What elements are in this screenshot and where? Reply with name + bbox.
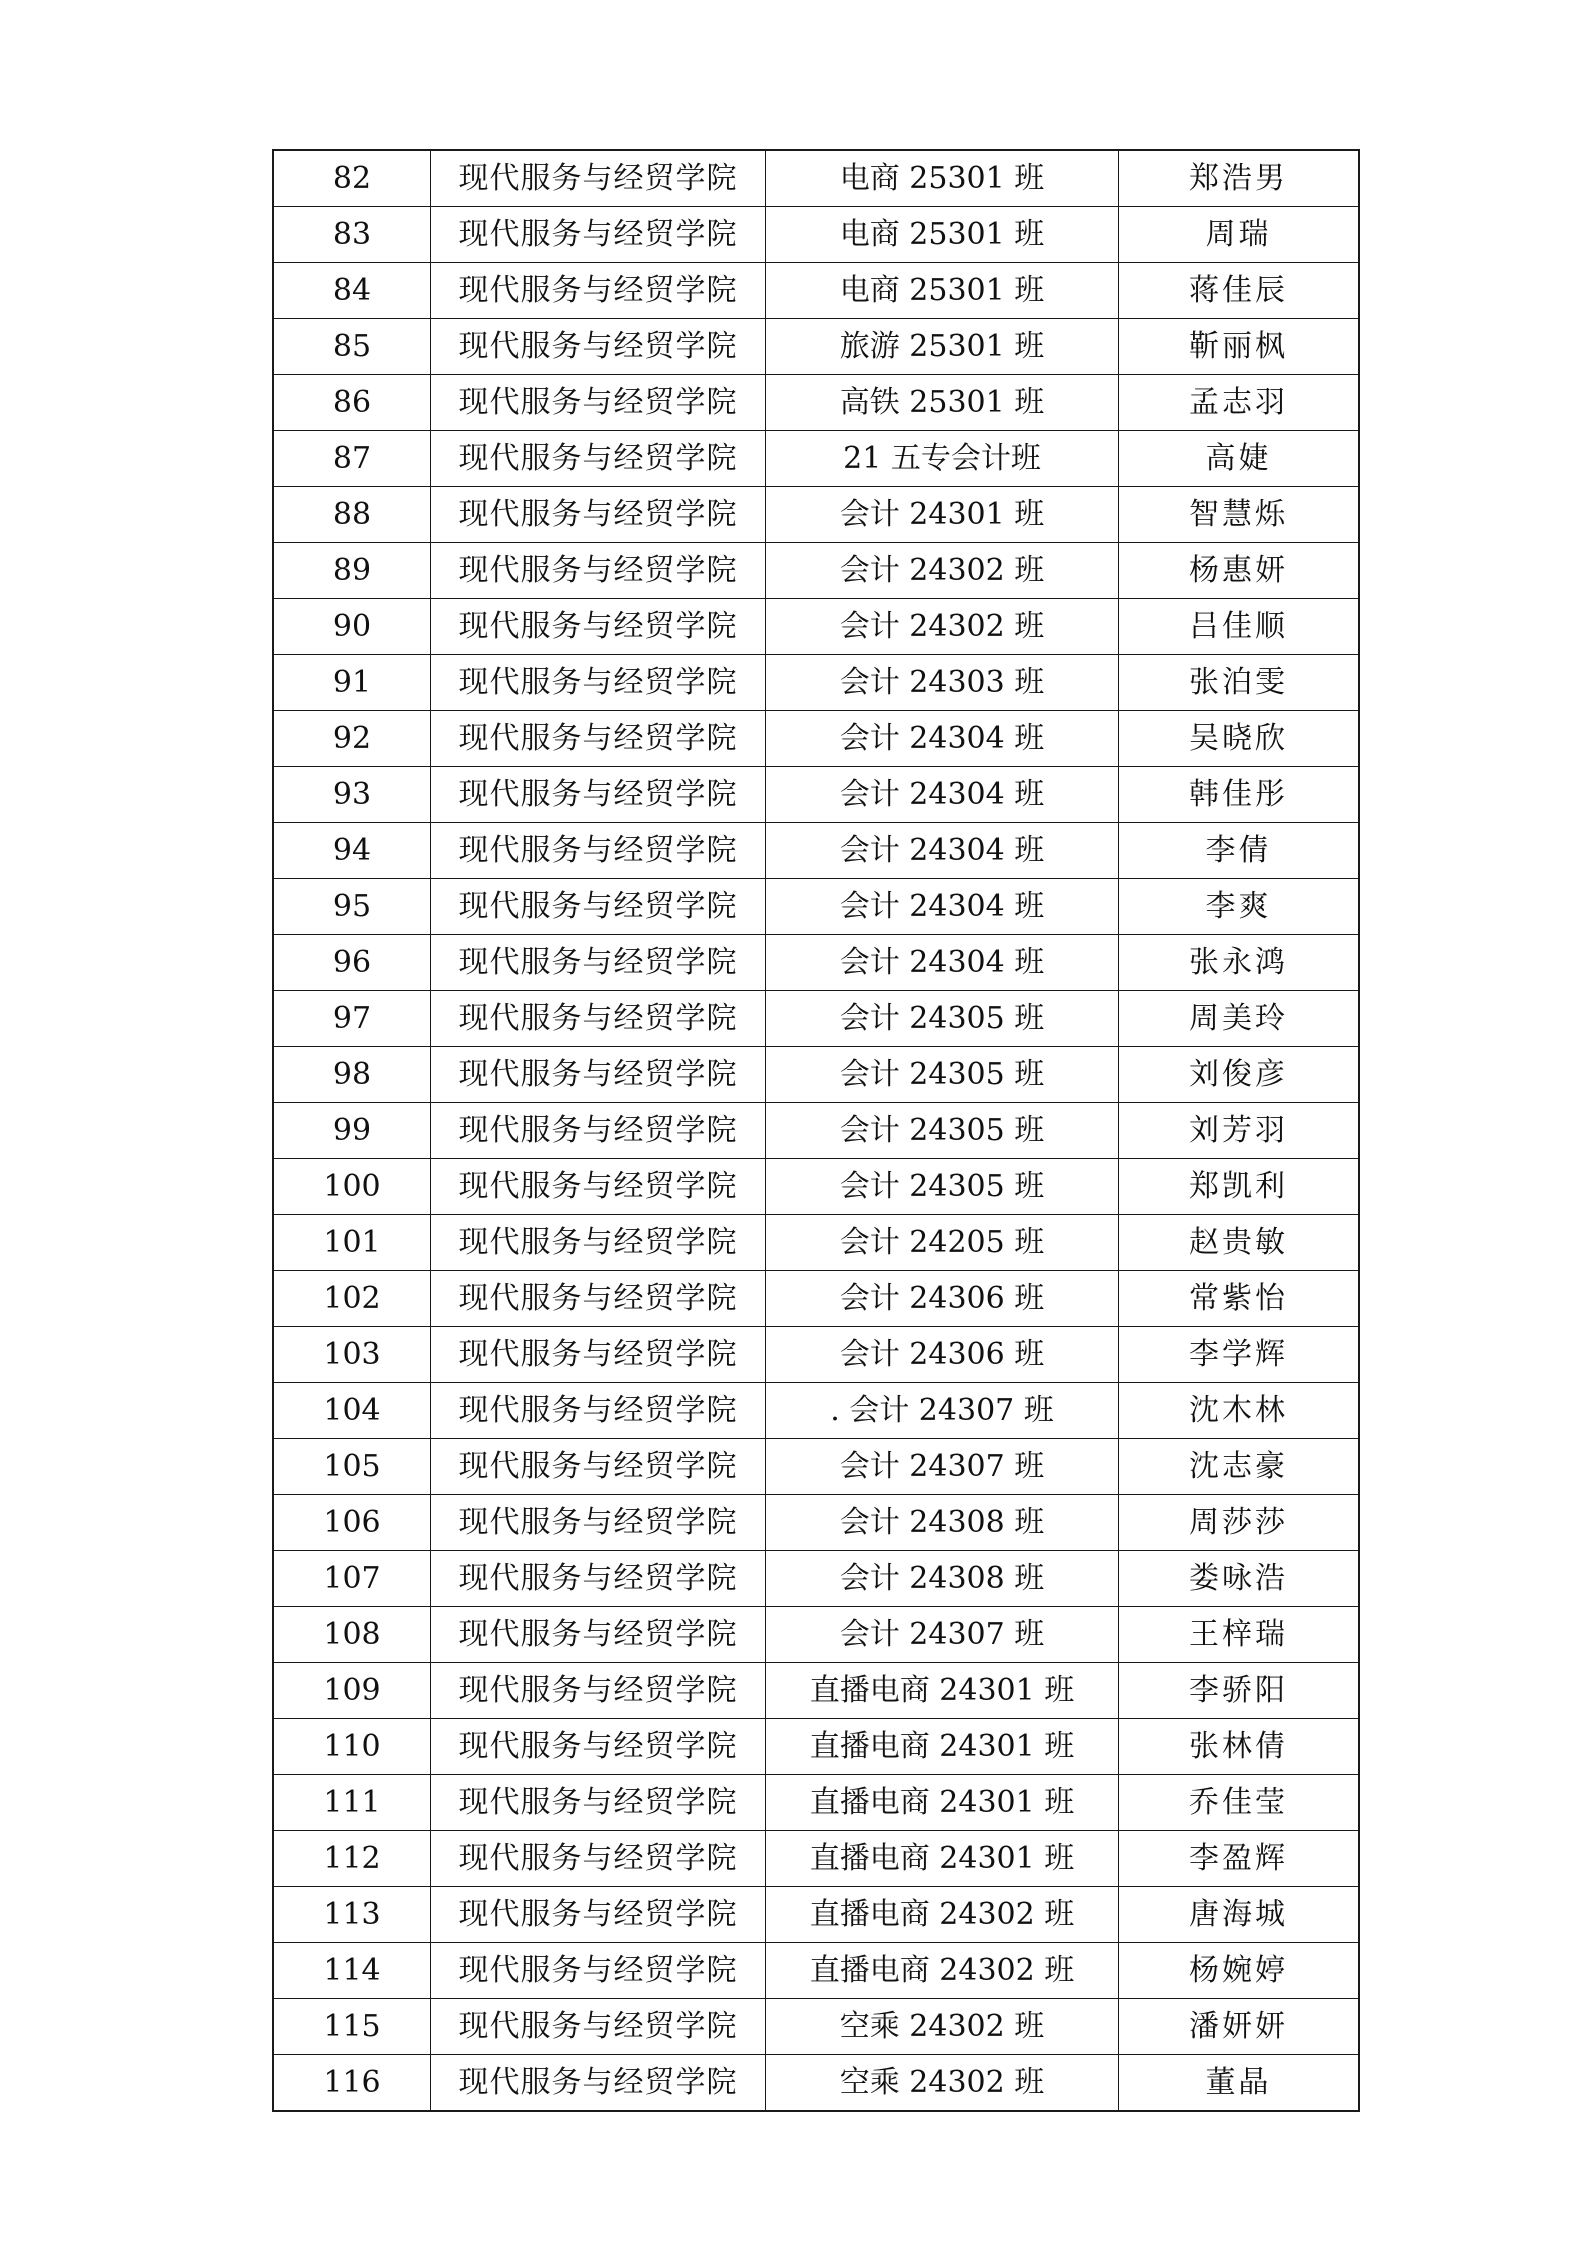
- row-number-cell: 102: [273, 1271, 431, 1327]
- class-cell: 直播电商 24301 班: [766, 1831, 1119, 1887]
- table-row: [273, 1999, 1359, 2055]
- table-row: [273, 599, 1359, 655]
- student-name-cell: 靳丽枫: [1119, 319, 1360, 375]
- college-cell: 现代服务与经贸学院: [431, 207, 766, 263]
- table-row: [273, 1719, 1359, 1775]
- class-cell: 会计 24304 班: [766, 823, 1119, 879]
- student-name-cell: 董晶: [1119, 2055, 1360, 2112]
- class-cell: 会计 24302 班: [766, 543, 1119, 599]
- table-row: [273, 263, 1359, 319]
- table-row: [273, 991, 1359, 1047]
- college-cell: 现代服务与经贸学院: [431, 655, 766, 711]
- student-name-cell: 郑浩男: [1119, 150, 1360, 207]
- class-cell: 电商 25301 班: [766, 207, 1119, 263]
- college-cell: 现代服务与经贸学院: [431, 1327, 766, 1383]
- college-cell: 现代服务与经贸学院: [431, 599, 766, 655]
- college-cell: 现代服务与经贸学院: [431, 1607, 766, 1663]
- table-row: [273, 1495, 1359, 1551]
- row-number-cell: 90: [273, 599, 431, 655]
- student-name-cell: 刘俊彦: [1119, 1047, 1360, 1103]
- table-row: [273, 1383, 1359, 1439]
- row-number-cell: 82: [273, 150, 431, 207]
- class-cell: 会计 24304 班: [766, 935, 1119, 991]
- student-name-cell: 郑凯利: [1119, 1159, 1360, 1215]
- row-number-cell: 94: [273, 823, 431, 879]
- table-row: [273, 1215, 1359, 1271]
- table-row: [273, 1327, 1359, 1383]
- student-roster-table: [272, 149, 1360, 2112]
- college-cell: 现代服务与经贸学院: [431, 991, 766, 1047]
- row-number-cell: 109: [273, 1663, 431, 1719]
- table-row: [273, 1663, 1359, 1719]
- table-row: [273, 431, 1359, 487]
- college-cell: 现代服务与经贸学院: [431, 1047, 766, 1103]
- college-cell: 现代服务与经贸学院: [431, 1551, 766, 1607]
- class-cell: 会计 24308 班: [766, 1551, 1119, 1607]
- student-name-cell: 王梓瑞: [1119, 1607, 1360, 1663]
- college-cell: 现代服务与经贸学院: [431, 879, 766, 935]
- table-row: [273, 319, 1359, 375]
- table-row: [273, 1775, 1359, 1831]
- row-number-cell: 97: [273, 991, 431, 1047]
- row-number-cell: 101: [273, 1215, 431, 1271]
- class-cell: 会计 24301 班: [766, 487, 1119, 543]
- row-number-cell: 92: [273, 711, 431, 767]
- table-row: [273, 935, 1359, 991]
- class-cell: 会计 24304 班: [766, 767, 1119, 823]
- class-cell: 空乘 24302 班: [766, 2055, 1119, 2112]
- table-row: [273, 375, 1359, 431]
- row-number-cell: 91: [273, 655, 431, 711]
- college-cell: 现代服务与经贸学院: [431, 150, 766, 207]
- row-number-cell: 87: [273, 431, 431, 487]
- college-cell: 现代服务与经贸学院: [431, 2055, 766, 2112]
- college-cell: 现代服务与经贸学院: [431, 1887, 766, 1943]
- class-cell: 会计 24308 班: [766, 1495, 1119, 1551]
- college-cell: 现代服务与经贸学院: [431, 431, 766, 487]
- row-number-cell: 112: [273, 1831, 431, 1887]
- row-number-cell: 115: [273, 1999, 431, 2055]
- student-name-cell: 杨婉婷: [1119, 1943, 1360, 1999]
- row-number-cell: 99: [273, 1103, 431, 1159]
- student-name-cell: 吴晓欣: [1119, 711, 1360, 767]
- row-number-cell: 100: [273, 1159, 431, 1215]
- student-name-cell: 蒋佳辰: [1119, 263, 1360, 319]
- student-name-cell: 张泊雯: [1119, 655, 1360, 711]
- row-number-cell: 98: [273, 1047, 431, 1103]
- college-cell: 现代服务与经贸学院: [431, 1215, 766, 1271]
- row-number-cell: 106: [273, 1495, 431, 1551]
- row-number-cell: 110: [273, 1719, 431, 1775]
- table-row: [273, 543, 1359, 599]
- table-row: [273, 655, 1359, 711]
- table-row: [273, 1439, 1359, 1495]
- student-name-cell: 孟志羽: [1119, 375, 1360, 431]
- table-row: [273, 207, 1359, 263]
- roster-table-body: [273, 150, 1359, 2111]
- class-cell: 会计 24306 班: [766, 1271, 1119, 1327]
- student-name-cell: 吕佳顺: [1119, 599, 1360, 655]
- student-name-cell: 李盈辉: [1119, 1831, 1360, 1887]
- row-number-cell: 108: [273, 1607, 431, 1663]
- student-name-cell: 李爽: [1119, 879, 1360, 935]
- class-cell: 21 五专会计班: [766, 431, 1119, 487]
- row-number-cell: 104: [273, 1383, 431, 1439]
- table-row: [273, 1607, 1359, 1663]
- student-name-cell: 李骄阳: [1119, 1663, 1360, 1719]
- class-cell: . 会计 24307 班: [766, 1383, 1119, 1439]
- student-name-cell: 杨惠妍: [1119, 543, 1360, 599]
- college-cell: 现代服务与经贸学院: [431, 1719, 766, 1775]
- class-cell: 高铁 25301 班: [766, 375, 1119, 431]
- college-cell: 现代服务与经贸学院: [431, 543, 766, 599]
- row-number-cell: 89: [273, 543, 431, 599]
- table-row: [273, 1103, 1359, 1159]
- row-number-cell: 116: [273, 2055, 431, 2112]
- class-cell: 会计 24302 班: [766, 599, 1119, 655]
- college-cell: 现代服务与经贸学院: [431, 375, 766, 431]
- student-name-cell: 李倩: [1119, 823, 1360, 879]
- row-number-cell: 84: [273, 263, 431, 319]
- college-cell: 现代服务与经贸学院: [431, 1439, 766, 1495]
- table-row: [273, 150, 1359, 207]
- table-row: [273, 1943, 1359, 1999]
- table-row: [273, 1551, 1359, 1607]
- class-cell: 直播电商 24302 班: [766, 1887, 1119, 1943]
- table-row: [273, 767, 1359, 823]
- class-cell: 会计 24306 班: [766, 1327, 1119, 1383]
- class-cell: 电商 25301 班: [766, 263, 1119, 319]
- student-name-cell: 张永鸿: [1119, 935, 1360, 991]
- college-cell: 现代服务与经贸学院: [431, 767, 766, 823]
- row-number-cell: 103: [273, 1327, 431, 1383]
- table-row: [273, 1271, 1359, 1327]
- class-cell: 旅游 25301 班: [766, 319, 1119, 375]
- college-cell: 现代服务与经贸学院: [431, 1943, 766, 1999]
- table-row: [273, 1159, 1359, 1215]
- student-name-cell: 刘芳羽: [1119, 1103, 1360, 1159]
- row-number-cell: 96: [273, 935, 431, 991]
- student-name-cell: 常紫怡: [1119, 1271, 1360, 1327]
- class-cell: 空乘 24302 班: [766, 1999, 1119, 2055]
- student-name-cell: 沈志豪: [1119, 1439, 1360, 1495]
- college-cell: 现代服务与经贸学院: [431, 1383, 766, 1439]
- student-name-cell: 潘妍妍: [1119, 1999, 1360, 2055]
- class-cell: 会计 24303 班: [766, 655, 1119, 711]
- college-cell: 现代服务与经贸学院: [431, 263, 766, 319]
- student-name-cell: 高婕: [1119, 431, 1360, 487]
- student-name-cell: 智慧烁: [1119, 487, 1360, 543]
- student-name-cell: 李学辉: [1119, 1327, 1360, 1383]
- class-cell: 会计 24305 班: [766, 1047, 1119, 1103]
- row-number-cell: 113: [273, 1887, 431, 1943]
- table-row: [273, 2055, 1359, 2112]
- table-row: [273, 1831, 1359, 1887]
- college-cell: 现代服务与经贸学院: [431, 1159, 766, 1215]
- class-cell: 会计 24305 班: [766, 1103, 1119, 1159]
- class-cell: 会计 24304 班: [766, 879, 1119, 935]
- class-cell: 会计 24307 班: [766, 1607, 1119, 1663]
- class-cell: 直播电商 24301 班: [766, 1719, 1119, 1775]
- row-number-cell: 93: [273, 767, 431, 823]
- college-cell: 现代服务与经贸学院: [431, 823, 766, 879]
- class-cell: 会计 24205 班: [766, 1215, 1119, 1271]
- college-cell: 现代服务与经贸学院: [431, 1495, 766, 1551]
- student-name-cell: 周瑞: [1119, 207, 1360, 263]
- college-cell: 现代服务与经贸学院: [431, 1663, 766, 1719]
- table-row: [273, 1047, 1359, 1103]
- student-name-cell: 韩佳彤: [1119, 767, 1360, 823]
- table-row: [273, 487, 1359, 543]
- student-name-cell: 周美玲: [1119, 991, 1360, 1047]
- row-number-cell: 86: [273, 375, 431, 431]
- class-cell: 会计 24304 班: [766, 711, 1119, 767]
- row-number-cell: 88: [273, 487, 431, 543]
- college-cell: 现代服务与经贸学院: [431, 1999, 766, 2055]
- student-name-cell: 张林倩: [1119, 1719, 1360, 1775]
- table-row: [273, 823, 1359, 879]
- class-cell: 会计 24305 班: [766, 991, 1119, 1047]
- row-number-cell: 114: [273, 1943, 431, 1999]
- class-cell: 电商 25301 班: [766, 150, 1119, 207]
- class-cell: 会计 24307 班: [766, 1439, 1119, 1495]
- table-row: [273, 711, 1359, 767]
- row-number-cell: 111: [273, 1775, 431, 1831]
- college-cell: 现代服务与经贸学院: [431, 1271, 766, 1327]
- row-number-cell: 95: [273, 879, 431, 935]
- student-name-cell: 乔佳莹: [1119, 1775, 1360, 1831]
- college-cell: 现代服务与经贸学院: [431, 319, 766, 375]
- student-name-cell: 周莎莎: [1119, 1495, 1360, 1551]
- class-cell: 直播电商 24301 班: [766, 1775, 1119, 1831]
- college-cell: 现代服务与经贸学院: [431, 487, 766, 543]
- class-cell: 会计 24305 班: [766, 1159, 1119, 1215]
- row-number-cell: 85: [273, 319, 431, 375]
- class-cell: 直播电商 24301 班: [766, 1663, 1119, 1719]
- row-number-cell: 107: [273, 1551, 431, 1607]
- row-number-cell: 83: [273, 207, 431, 263]
- row-number-cell: 105: [273, 1439, 431, 1495]
- college-cell: 现代服务与经贸学院: [431, 1831, 766, 1887]
- college-cell: 现代服务与经贸学院: [431, 1103, 766, 1159]
- student-name-cell: 沈木林: [1119, 1383, 1360, 1439]
- student-name-cell: 赵贵敏: [1119, 1215, 1360, 1271]
- table-row: [273, 879, 1359, 935]
- student-name-cell: 娄咏浩: [1119, 1551, 1360, 1607]
- college-cell: 现代服务与经贸学院: [431, 935, 766, 991]
- class-cell: 直播电商 24302 班: [766, 1943, 1119, 1999]
- student-name-cell: 唐海城: [1119, 1887, 1360, 1943]
- college-cell: 现代服务与经贸学院: [431, 1775, 766, 1831]
- college-cell: 现代服务与经贸学院: [431, 711, 766, 767]
- table-row: [273, 1887, 1359, 1943]
